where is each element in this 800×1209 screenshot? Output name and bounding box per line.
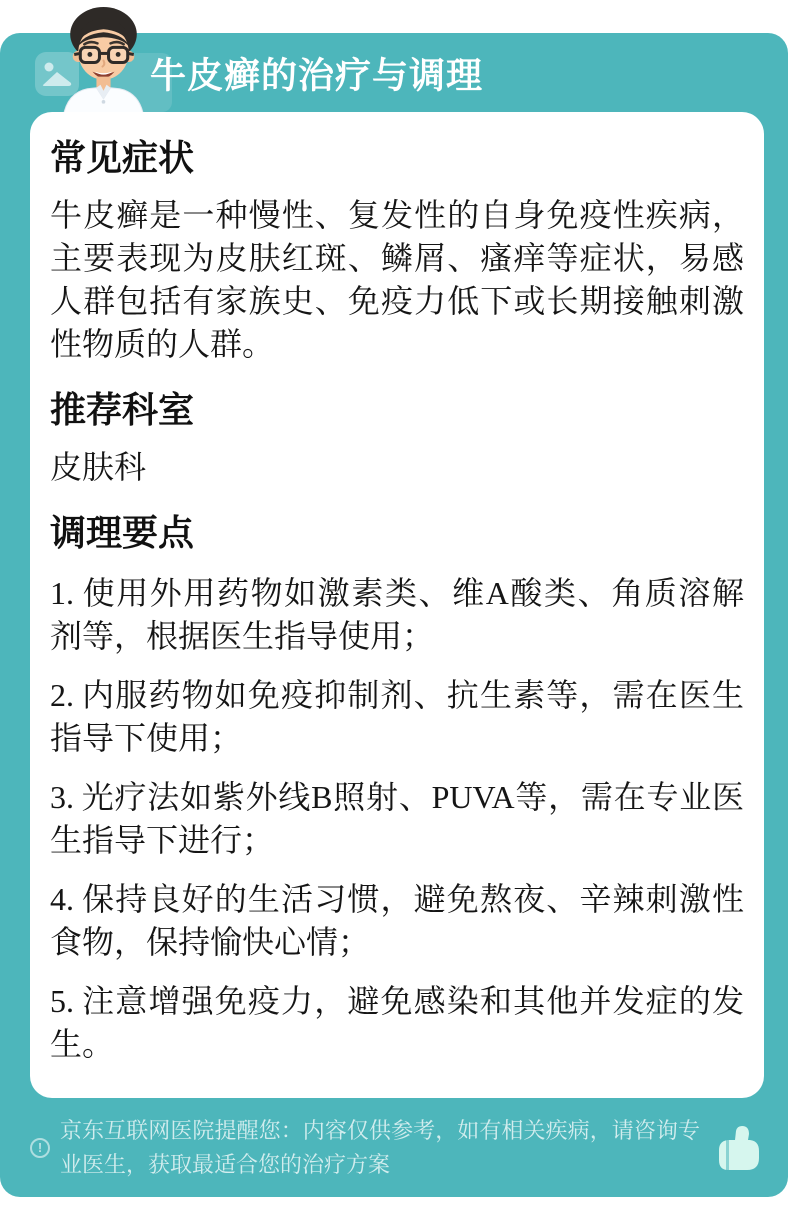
section-heading-department: 推荐科室	[50, 389, 195, 430]
section-heading-symptoms: 常见症状	[50, 137, 195, 178]
care-item-1	[50, 572, 744, 658]
care-item-4	[50, 878, 744, 964]
care-item-1-text: 使用外用药物如激素类、维A酸类、角质溶解剂等，根据医生指导使用；	[50, 575, 744, 654]
department-paragraph: 皮肤科	[50, 449, 147, 485]
care-item-3-number: 3.	[50, 779, 74, 815]
thumbs-up-icon[interactable]	[712, 1120, 762, 1176]
care-item-4-number: 4.	[50, 881, 74, 917]
health-info-widget	[0, 33, 788, 1197]
care-item-5	[50, 980, 744, 1066]
section-heading-care: 调理要点	[50, 512, 195, 553]
care-item-3	[50, 776, 744, 862]
disclaimer-text: 京东互联网医院提醒您：内容仅供参考，如有相关疾病，请咨询专业医生，获取最适合您的治疗方案	[60, 1118, 700, 1177]
header	[0, 33, 788, 112]
care-item-1-number: 1.	[50, 575, 74, 611]
care-item-5-text: 注意增强免疫力，避免感染和其他并发症的发生。	[50, 983, 744, 1062]
care-item-2	[50, 674, 744, 760]
care-item-3-text: 光疗法如紫外线B照射、PUVA等，需在专业医生指导下进行；	[50, 779, 744, 858]
care-item-5-number: 5.	[50, 983, 74, 1019]
care-item-2-number: 2.	[50, 677, 74, 713]
doctor-avatar	[50, 4, 158, 117]
page-title: 牛皮癣的治疗与调理	[150, 54, 484, 95]
content-card	[30, 112, 764, 1098]
info-icon: !	[30, 1138, 50, 1158]
symptoms-paragraph: 牛皮癣是一种慢性、复发性的自身免疫性疾病，主要表现为皮肤红斑、鳞屑、瘙痒等症状，易感人群包括有家族史、免疫力低下或长期接触刺激性物质的人群。	[50, 197, 744, 362]
care-item-2-text: 内服药物如免疫抑制剂、抗生素等，需在医生指导下使用；	[50, 677, 744, 756]
care-item-4-text: 保持良好的生活习惯，避免熬夜、辛辣刺激性食物，保持愉快心情；	[50, 881, 744, 960]
disclaimer-footer	[30, 1114, 762, 1182]
